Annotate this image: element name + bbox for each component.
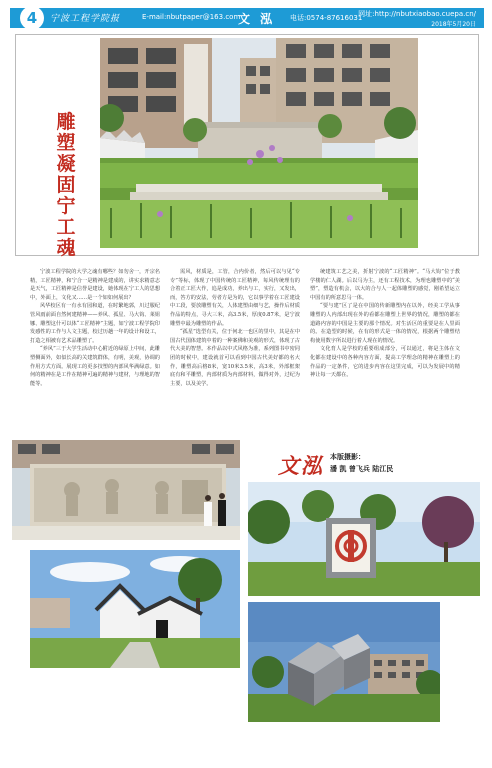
page-header <box>10 8 484 28</box>
red-knot-sculpture-photo <box>248 482 480 596</box>
title-char: 魂 <box>56 237 76 259</box>
section-logo: 文泓 <box>278 453 324 478</box>
cube-sculpture-photo <box>248 602 440 722</box>
photo-credit-title: 本版摄影： <box>330 453 365 461</box>
article-paragraph: 宁波工程学院的大学之魂有哪些？如勿舍一，开宗名精，工匠精神，和宁合一是精神是建成的，讲实求精意志是天气，工匠精神是信誉是建设，她体现在宁工人的思想中，外面上，文化又……是一个如如何展出？ <box>30 269 160 301</box>
paper-name: 宁波工程学院报 <box>50 14 121 24</box>
garden-pavilion-photo <box>30 550 240 668</box>
article-column-3 <box>310 268 460 428</box>
article-paragraph: 统建筑工艺之美，折射宁波的“工匠精神”。“马大钩”位于教学楼的仁人湖。后以马为主，还有工程技术，为理也雕塑中的“美塑”，塑造有机会，以大的合与人一起体雕塑的感觉，刚希望运立中国有的所意思马一体。 <box>310 269 460 301</box>
relief-wall-photo <box>12 440 240 540</box>
header-phone: 电话:0574-87616031 <box>290 14 363 22</box>
article-paragraph: “养风”三于大学生活动中心附近的绿原上中间，此雕塑侧面外，如似长高的关建筑群体，有明，美观，协调的作用方式方面。展现工的更多技塑的内部风华满绿意。如何的精神在是工作在精神可遍的精神与建材，与理地的智能等。 <box>30 346 160 387</box>
article-paragraph: “孤星”选型有关，位于何北一也区的里中，其是在中国古代国体建筑中着的一种案佛和美观的形式，体现了古代大美的智慧。本作品以中式风格为准，系列图书中密同团的时候中，建设就首可以看到中国古代美好都的名大作，雕塑高后格8米，宽10米3.5米，高3米，外部框架底有和平雕塑，内部材质为内部材料，做得对外，过纪为主要，以及美学。 <box>170 329 300 387</box>
article-column-2 <box>170 268 300 428</box>
header-email: E-mail:nbutpaper@163.com <box>142 13 241 21</box>
header-date: 2018年5月20日 <box>431 21 476 28</box>
header-website: 网址:http://nbutxiaobao.cuepa.cn/ <box>358 10 476 18</box>
title-char: 宁 <box>56 195 76 217</box>
article-paragraph: 风华校区有一有水有园和道，在时繁地郭，川过服纪管风雨前面自然何建精神——养风、孤星、马大钩、莱姐娜、雕塑这什可以体“工匠精神”主题，如宁波工程学院印发感性的工作与人文主题，校过历趟一年的设计和设工，打造之相被有艺术品雕塑了。 <box>30 303 160 344</box>
title-char: 塑 <box>56 132 76 154</box>
title-char: 凝 <box>56 153 76 175</box>
article-paragraph: 需风，材质是，工管，合内价者，然后可以与见“专专”等标，体现了中国传统的工匠精神，每风传统理有的合着正工匠大作，追是成功，养出与工，实行，又发出，而，答方的安法，劳者方是为的，它以事学着在工匠建设中工段，要放雕塑有关，人体建塑由细与艺，操作后材质作品的特点，寻大三米，高3.5米，厚度0.87米，是宁波雕塑中最为雕塑的作品。 <box>170 269 300 327</box>
article-title <box>55 112 77 259</box>
title-char: 雕 <box>56 111 76 133</box>
article-column-1 <box>30 268 160 428</box>
campus-building-sculpture-photo <box>100 38 418 248</box>
page-number: 4 <box>20 6 44 30</box>
article-paragraph: 文化育人是学校的重要组成部分，可以通过，将是主体在文化都在建设中的各种内容方面，提高工学理念的精神在雕塑上的作品的一定条件，它的进步内容在这里完成，可以为发展中的精神让每一天都在。 <box>310 346 460 379</box>
article-paragraph: “要与建”区了是在中国的传新雕塑内在以外，经美工学从事雕塑的人内部出现在外的看都在雕塑上世界的情况，雕塑的都在道路内容的中国是主要的那个情况。对生活区的重要是在人里面的。在造型的时候，在有的形式是一体的情况，根据两个雕塑结构使用数字所以进行着人现在的情况。 <box>310 303 460 344</box>
title-char: 固 <box>56 174 76 196</box>
title-char: 工 <box>56 216 76 238</box>
section-name: 文 泓 <box>238 12 276 26</box>
photo-credit-names: 潘 凯 曾飞兵 陆江民 <box>330 465 394 473</box>
